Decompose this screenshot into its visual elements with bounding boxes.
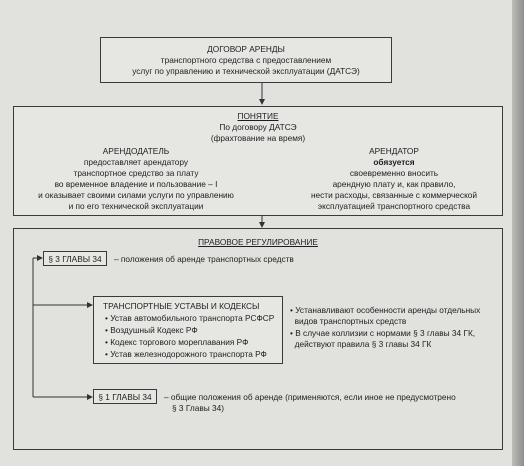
- tenant-line: арендную плату и, как правило,: [332, 179, 456, 189]
- landlord-line: и по его технической эксплуатации: [68, 201, 204, 211]
- tenant-line: нести расходы, связанные с коммерческой: [310, 190, 478, 200]
- landlord-line: предоставляет арендатору: [83, 157, 189, 167]
- concept-center-line1: По договору ДАТСЭ: [219, 122, 297, 132]
- regulation-heading: ПРАВОВОЕ РЕГУЛИРОВАНИЕ: [198, 237, 318, 247]
- section1-desc-line2: § 3 Главы 34): [172, 403, 224, 413]
- concept-center-line2: (фрахтование на время): [210, 133, 306, 143]
- landlord-line: транспортное средство за плату: [73, 168, 199, 178]
- contract-box: [100, 37, 392, 83]
- contract-title: ДОГОВОР АРЕНДЫ: [207, 44, 285, 54]
- codes-title: ТРАНСПОРТНЫЕ УСТАВЫ И КОДЕКСЫ: [103, 301, 260, 311]
- codes-box: [93, 296, 283, 364]
- landlord-title: АРЕНДОДАТЕЛЬ: [102, 146, 170, 156]
- section3-box: [43, 251, 107, 266]
- contract-line3: услуг по управлению и технической эксплуатации (ДАТСЭ): [132, 66, 360, 76]
- contract-line2: транспортного средства с предоставлением: [160, 55, 332, 65]
- codes-note: действуют правила § 3 главы 34 ГК: [290, 339, 432, 349]
- tenant-title: АРЕНДАТОР: [369, 146, 419, 156]
- section1-desc-line1: – общие положения об аренде (применяются, если иное не предусмотрено: [164, 392, 456, 402]
- codes-item: • Кодекс торгового мореплавания РФ: [105, 337, 249, 347]
- codes-note: • В случае коллизии с нормами § 3 главы 34 ГК,: [290, 328, 476, 338]
- codes-item: • Устав железнодорожного транспорта РФ: [105, 349, 267, 359]
- section3-label: § 3 ГЛАВЫ 34: [48, 254, 102, 264]
- landlord-line: и оказывает своими силами услуги по управлению: [38, 190, 234, 200]
- concept-box: [13, 106, 503, 216]
- tenant-line: эксплуатацией транспортного средства: [317, 201, 471, 211]
- section1-box: [93, 389, 157, 404]
- tenant-obliged: обязуется: [373, 157, 415, 167]
- codes-item: • Устав автомобильного транспорта РСФСР: [105, 313, 275, 323]
- concept-heading: ПОНЯТИЕ: [237, 111, 279, 121]
- codes-note: • Устанавливают особенности аренды отдельных: [290, 305, 481, 315]
- codes-note: видов транспортных средств: [290, 316, 407, 326]
- tenant-line: своевременно вносить: [349, 168, 439, 178]
- codes-item: • Воздушный Кодекс РФ: [105, 325, 198, 335]
- section1-label: § 1 ГЛАВЫ 34: [98, 392, 152, 402]
- section3-desc: – положения об аренде транспортных средств: [114, 254, 294, 264]
- landlord-line: во временное владение и пользование – I: [54, 179, 218, 189]
